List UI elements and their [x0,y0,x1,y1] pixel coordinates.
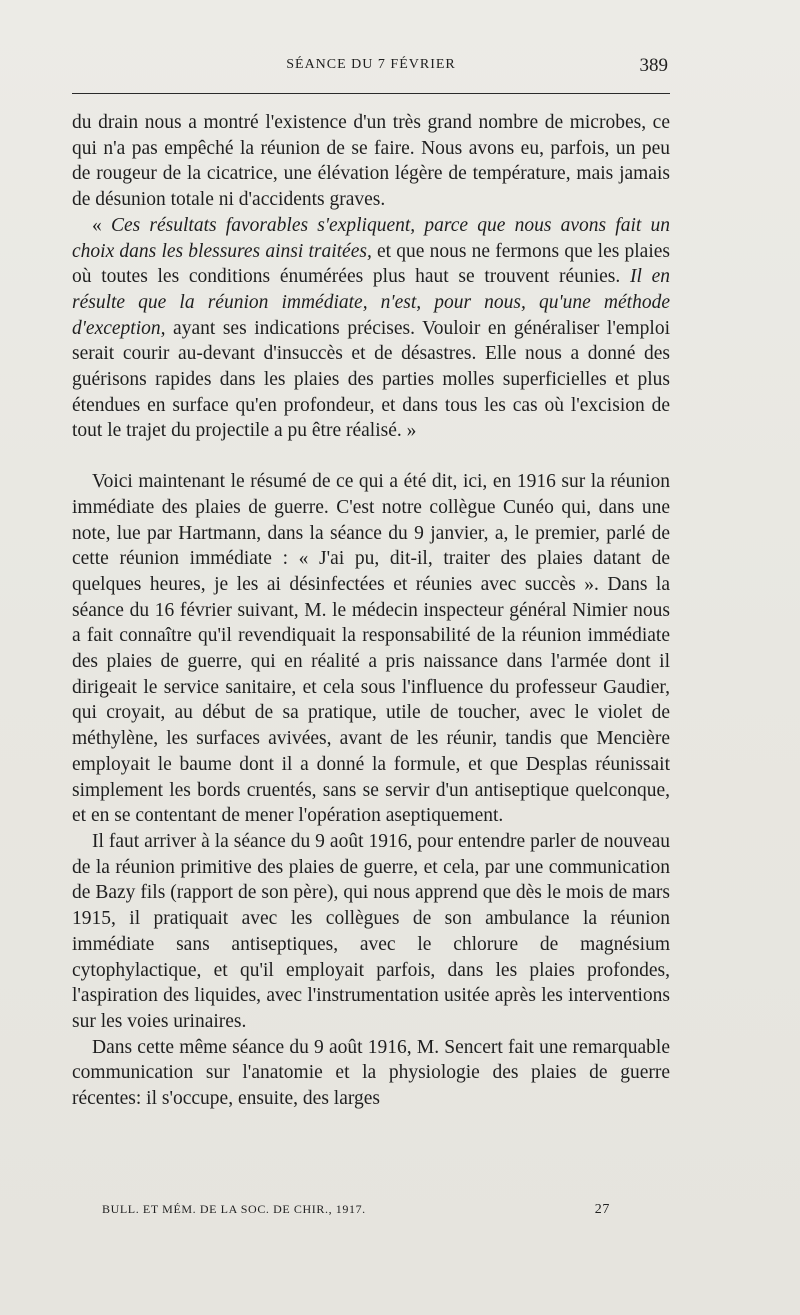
signature-mark: 27 [594,1202,610,1217]
paragraph [72,829,670,1035]
text-run: Voici maintenant le résumé de ce qui a été dit, ici, en 1916 sur la réunion immédiate des plaies de guerre. C'est notre collègue Cunéo qui, dans une note, lue par Hartmann, dans la séance du 9 janvier, a, le premier, parlé de cette réunion immédiate : « J'ai pu, dit-il, traiter des plaies datant de quelques heures, je les ai désinfectées et réunies avec succès ». Dans la séance du 16 février suivant, M. le médecin inspecteur général Nimier nous a fait connaître qu'il revendiquait la responsabilité de la réunion immédiate des plaies de guerre, qui en réalité a pris naissance dans l'armée dont il dirigeait le service sanitaire, et cela sous l'influence du professeur Gaudier, qui croyait, au début de sa pratique, utile de toucher, avec le violet de méthylène, les surfaces avivées, avant de les réunir, tandis que Mencière employait le baume dont il a donné la formule, et que Desplas réunissait simplement les bords cruentés, sans se servir d'un antiseptique quelconque, et en se contentant de mener l'opération aseptiquement. [72,471,670,827]
text-run: Dans cette même séance du 9 août 1916, M. Sencert fait une remarquable communication sur l'anatomie et la physiologie des plaies de guerre récentes: il s'occupe, ensuite, des larges [72,1036,670,1110]
journal-reference: BULL. ET MÉM. DE LA SOC. DE CHIR., 1917. [102,1202,366,1216]
paragraph [72,469,670,829]
header-rule [72,93,670,94]
text-run: et que nous ne fermons que les plaies où toutes les conditions énumérées plus haut se trouvent réunies. [72,240,670,288]
text-run: du drain nous a montré l'existence d'un très grand nombre de microbes, ce qui n'a pas empêché la réunion de se faire. Nous avons eu, parfois, un peu de rougeur de la cicatrice, une élévation légère de température, mais jamais de désunion totale ni d'accidents graves. [72,112,670,211]
body-text [72,110,670,1112]
italic-text-run: Il en résulte que la réunion immédiate, n'est, pour nous, qu'une méthode d'exception, [72,266,670,339]
text-run: « [92,214,111,236]
paragraph [72,110,670,213]
page-number: 389 [639,55,668,76]
running-title: SÉANCE DU 7 FÉVRIER [286,57,456,72]
text-run: ayant ses indications précises. Vouloir en généraliser l'emploi serait courir au-devant d'insuccès et de désastres. Elle nous a donné des guérisons rapides dans les plaies des parties molles superficielles et plus étendues en surface qu'en profondeur, et dans tous les cas où l'excision de tout le trajet du projectile a pu être réalisé. » [72,317,670,442]
paragraph-quote [72,213,670,444]
paragraph [72,1035,670,1112]
italic-text-run: Ces résultats favorables s'expliquent, parce que nous avons fait un choix dans les blessures ainsi traitées, [72,214,671,262]
page-footer [72,1202,670,1222]
text-run: Il faut arriver à la séance du 9 août 1916, pour entendre parler de nouveau de la réunion primitive des plaies de guerre, et cela, par une communication de Bazy fils (rapport de son père), qui nous apprend que dès le mois de mars 1915, il pratiquait avec les collègues de son ambulance la réunion immédiate sans antiseptiques, avec le chlorure de magnésium cytophylactique, et qu'il employait parfois, dans les plaies profondes, l'aspiration des liquides, avec l'instrumentation usitée après les interventions sur les voies urinaires. [72,830,670,1032]
page-header [72,55,670,81]
